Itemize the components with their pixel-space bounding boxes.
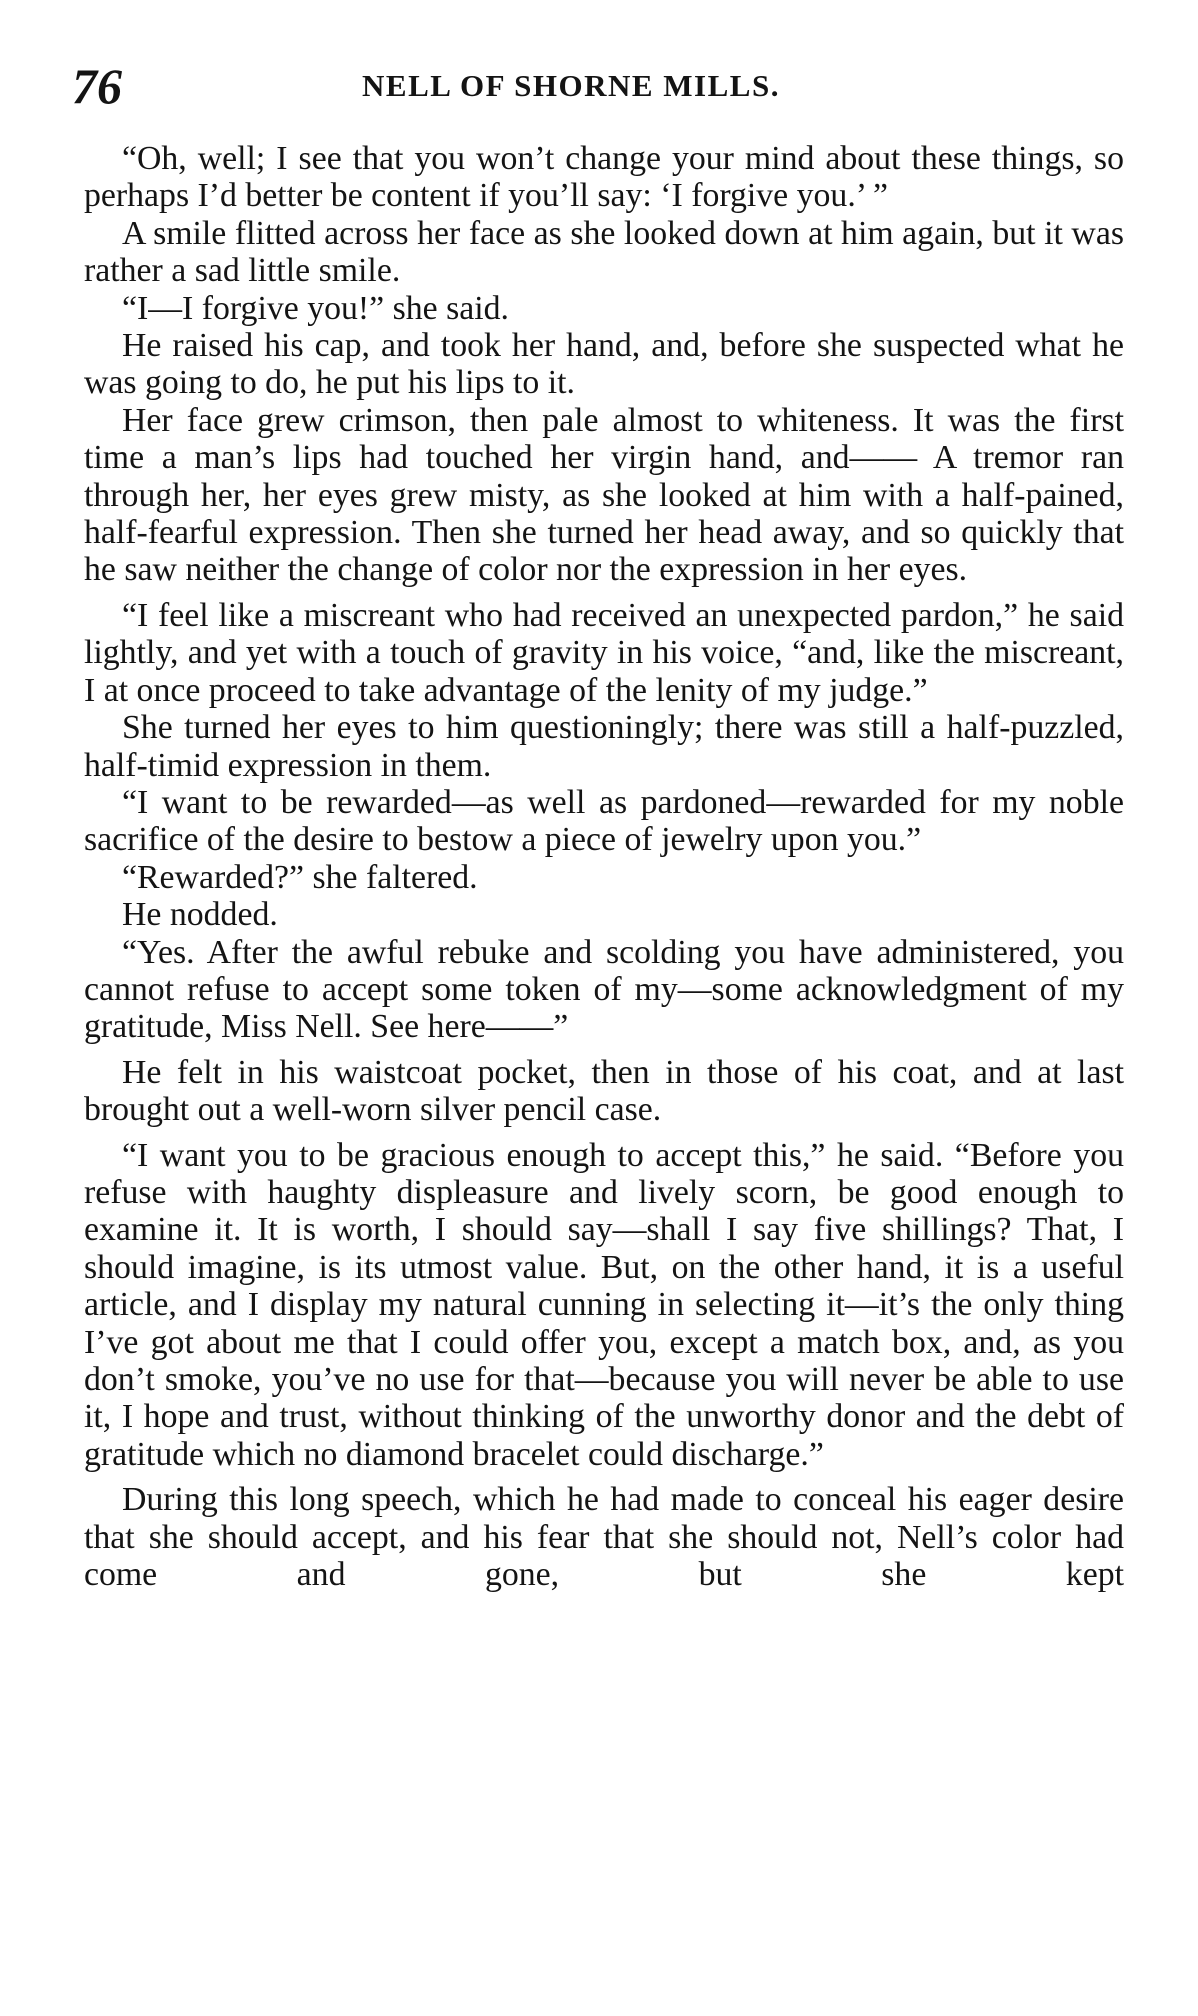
paragraph-1: “Oh, well; I see that you won’t change your mind about these things, so perhaps I’d better be content if you’ll say: ‘I forgive you.’ ” [84,140,1124,215]
paragraph-10: He nodded. [122,896,278,934]
page-number: 76 [72,58,122,114]
paragraph-6: “I feel like a miscreant who had received an unexpected pardon,” he said lightly, and yet with a touch of gravity in his voice, “and, like the miscreant, I at once proceed to take advantage of the lenity of my judge.” [84,596,1124,709]
paragraph-2: A smile flitted across her face as she looked down at him again, but it was rather a sad little smile. [84,214,1124,290]
paragraph-13: “I want you to be gracious enough to accept this,” he said. “Before you refuse with haughty displeasure and lively scorn, be good enough to examine it. It is worth, I should say—shall I say five shillings? That, I should imagine, is its utmost value. But, on the other hand, it is a useful article, and I display my natural cunning in selecting it—it’s the only thing I’ve got about me that I could offer you, except a match box, and, as you don’t smoke, you’ve no use for that—because you will never be able to use it, I hope and trust, without thinking of the unworthy donor and the debt of gratitude which no diamond bracelet could discharge.” [84,1136,1124,1473]
paragraph-9: “Rewarded?” she faltered. [122,858,478,896]
paragraph-7: She turned her eyes to him questioningly; there was still a half-puzzled, half-timid expression in them. [84,709,1124,784]
running-head [72,56,1132,116]
paragraph-5: Her face grew crimson, then pale almost to whiteness. It was the first time a man’s lips had touched her virgin hand, and—— A tremor ran through her, her eyes grew misty, as she looked at him with a half-pained, half-fearful expression. Then she turned her head away, and so quickly that he saw neither the change of color nor the expression in her eyes. [84,401,1124,589]
running-title: NELL OF SHORNE MILLS. [362,68,780,103]
paragraph-12: He felt in his waistcoat pocket, then in those of his coat, and at last brought out a well-worn silver pencil case. [84,1053,1124,1129]
paragraph-14: During this long speech, which he had made to conceal his eager desire that she should accept, and his fear that she should not, Nell’s color had come and gone, but she kept [84,1481,1124,1594]
paragraph-8: “I want to be rewarded—as well as pardoned—rewarded for my noble sacrifice of the desire to bestow a piece of jewelry upon you.” [84,783,1124,859]
paragraph-4: He raised his cap, and took her hand, and, before she suspected what he was going to do, he put his lips to it. [84,327,1124,402]
paragraph-11: “Yes. After the awful rebuke and scolding you have administered, you cannot refuse to accept some token of my—some acknowledgment of my gratitude, Miss Nell. See here——” [84,933,1124,1046]
body-text [84,140,1124,1593]
paragraph-3: “I—I forgive you!” she said. [122,289,509,327]
